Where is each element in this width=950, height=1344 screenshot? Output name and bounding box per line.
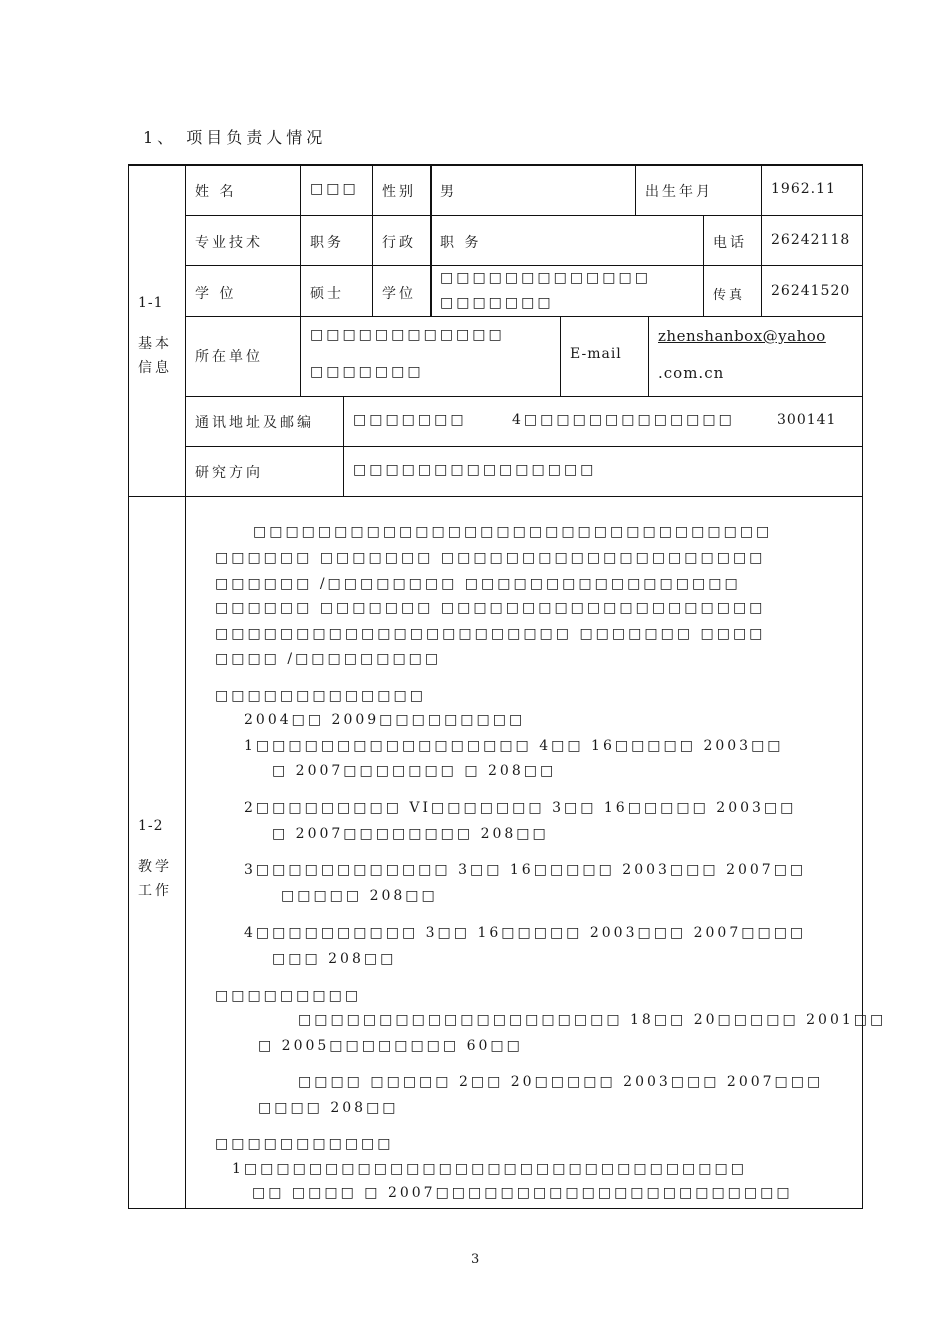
postcode-value: 300141 [777, 412, 837, 428]
section-1-2-label-a: 教学 [138, 859, 172, 875]
text-line: 4□□□□□□□□□□ 3□□ 16□□□□□ 2003□□□ 2007□□□□ [244, 925, 807, 941]
degree-label: 学 位 [195, 286, 237, 302]
page-number: 3 [471, 1252, 480, 1267]
degree-unit-label: 学位 [382, 286, 416, 302]
gender-label: 性别 [382, 184, 416, 200]
title-value: 职务 [310, 235, 344, 251]
text-line: □□□□□□□□□□□□□□□□□□□□□□ □□□□□□□ □□□□ [215, 626, 766, 642]
text-line: 3□□□□□□□□□□□□ 3□□ 16□□□□□ 2003□□□ 2007□□ [244, 862, 807, 878]
email-label: E-mail [570, 346, 622, 362]
text-line: □□□□□□□□□□□□□ [215, 688, 426, 704]
text-line: □ 2007□□□□□□□ □ 208□□ [272, 763, 557, 779]
section-1-1-label-b: 信息 [138, 360, 172, 376]
text-line: □□□□ /□□□□□□□□□ [215, 651, 442, 667]
text-line: □□□□□□□□□ [215, 988, 362, 1004]
research-value: □□□□□□□□□□□□□□□ [353, 462, 597, 478]
fax-value: 26241520 [771, 283, 851, 299]
name-label: 姓 名 [195, 184, 237, 200]
research-label: 研究方向 [195, 465, 263, 481]
text-line: 1□□□□□□□□□□□□□□□□□ 4□□ 16□□□□□ 2003□□ [244, 738, 784, 754]
unit-value-2: □□□□□□□ [310, 364, 424, 380]
text-line: □□□□□ 208□□ [281, 888, 438, 904]
title-label: 专业技术 [195, 235, 263, 251]
name-value: □□□ [310, 181, 359, 197]
phone-label: 电话 [713, 235, 747, 251]
text-line: □□□□□□□□□□□□□□□□□□□□□□□□□□□□□□□□ [253, 524, 773, 540]
text-line: □□□□□□ □□□□□□□ □□□□□□□□□□□□□□□□□□□□ [215, 550, 766, 566]
degree-unit-value-2: □□□□□□□ [440, 295, 554, 311]
birth-label: 出生年月 [645, 184, 713, 200]
text-line: □□□□□□□□□□□ [215, 1136, 394, 1152]
address-value-1: □□□□□□□ [353, 412, 467, 428]
section-1-1-code: 1-1 [138, 295, 164, 311]
text-line: □□□□□□ □□□□□□□ □□□□□□□□□□□□□□□□□□□□ [215, 600, 766, 616]
gender-value: 男 [440, 184, 457, 200]
fax-label: 传真 [713, 288, 746, 303]
text-line: □□□□ 208□□ [258, 1100, 399, 1116]
text-line: □ 2007□□□□□□□□ 208□□ [272, 826, 549, 842]
unit-value-1: □□□□□□□□□□□□ [310, 327, 505, 343]
text-line: □□□ 208□□ [272, 951, 397, 967]
birth-value: 1962.11 [771, 181, 836, 197]
phone-value: 26242118 [771, 232, 851, 248]
text-line: □□□□ □□□□□ 2□□ 20□□□□□ 2003□□□ 2007□□□ [298, 1074, 824, 1090]
email-value-1[interactable]: zhenshanbox@yahoo [658, 327, 826, 345]
address-label: 通讯地址及邮编 [195, 415, 314, 431]
unit-label: 所在单位 [195, 349, 263, 365]
section-1-1-label-a: 基本 [138, 336, 172, 352]
text-line: 1□□□□□□□□□□□□□□□□□□□□□□□□□□□□□□□ [232, 1161, 747, 1177]
text-line: □□□□□□ /□□□□□□□□ □□□□□□□□□□□□□□□□□ [215, 576, 741, 592]
admin-label: 行政 [382, 235, 416, 251]
degree-unit-value-1: □□□□□□□□□□□□□ [440, 270, 651, 286]
section-1-2-code: 1-2 [138, 818, 164, 834]
text-line: 2004□□ 2009□□□□□□□□□ [244, 712, 526, 728]
address-value-2: 4□□□□□□□□□□□□□ [512, 412, 735, 428]
text-line: □ 2005□□□□□□□□ 60□□ [258, 1038, 523, 1054]
degree-value: 硕士 [310, 286, 344, 302]
text-line: 2□□□□□□□□□ VI□□□□□□□ 3□□ 16□□□□□ 2003□□ [244, 800, 797, 816]
section-1-2-label-b: 工作 [138, 883, 172, 899]
email-value-2: .com.cn [658, 364, 725, 382]
admin-value: 职 务 [440, 235, 482, 251]
section-heading: 1、 项目负责人情况 [143, 128, 327, 147]
text-line: □□□□□□□□□□□□□□□□□□□□ 18□□ 20□□□□□ 2001□□ [298, 1012, 887, 1028]
text-line: □□ □□□□ □ 2007□□□□□□□□□□□□□□□□□□□□□□ [252, 1185, 793, 1201]
